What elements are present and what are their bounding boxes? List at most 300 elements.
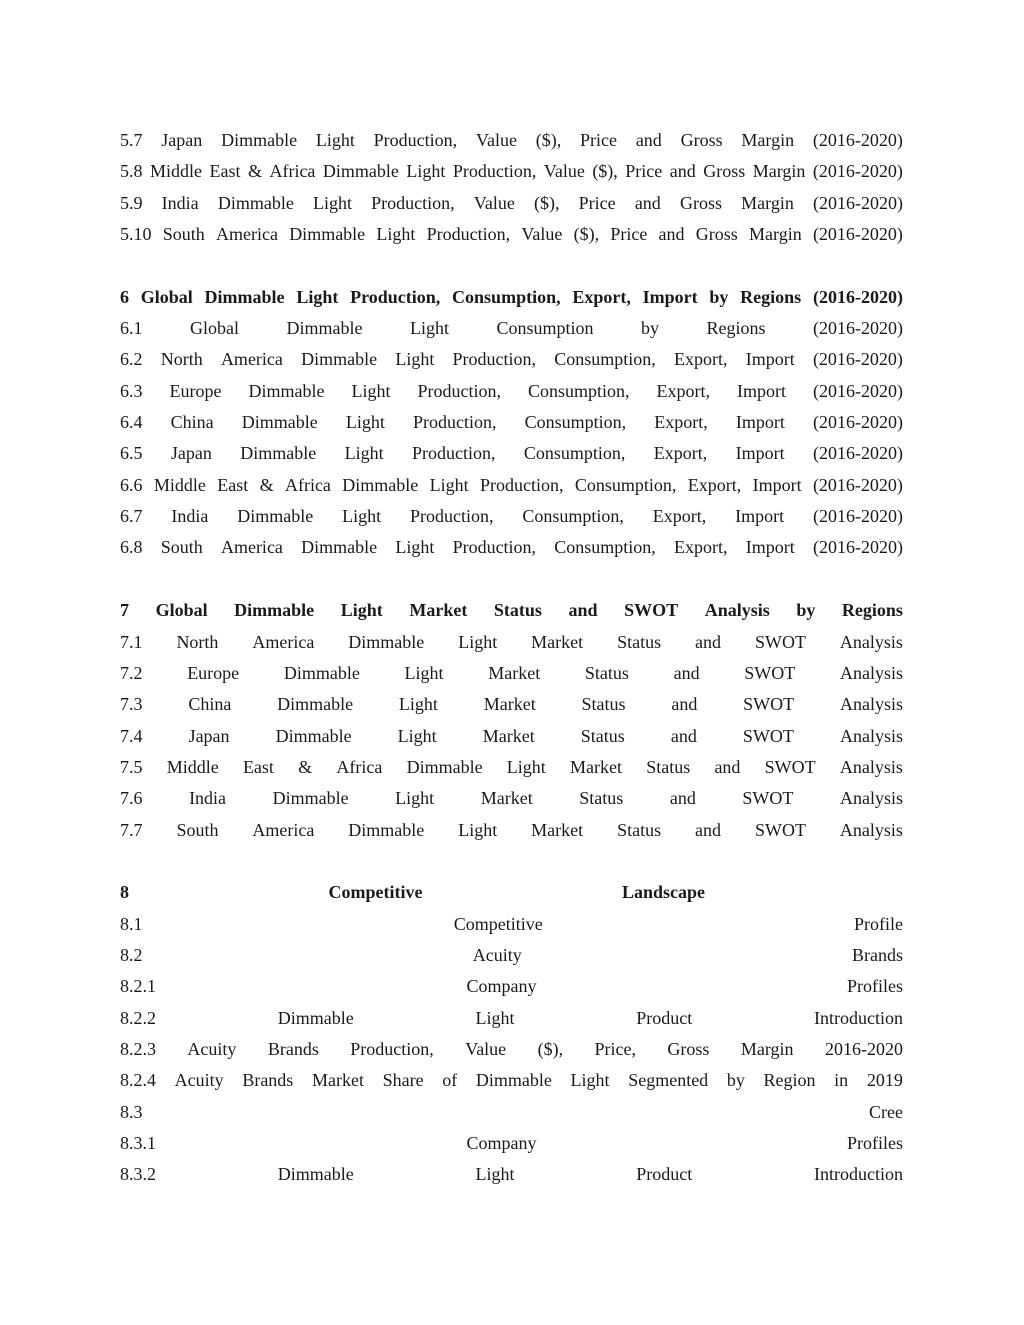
toc-word: (2016-2020) [812, 349, 903, 370]
toc-word: 5.10 [120, 224, 152, 245]
toc-word: Competitive [328, 882, 423, 903]
toc-word: Share [382, 1070, 424, 1091]
toc-word: SWOT [754, 819, 806, 840]
toc-word: Profiles [847, 976, 903, 997]
toc-word: Light [475, 1007, 515, 1028]
toc-word: 7.6 [120, 788, 143, 809]
toc-word: Competitive [453, 913, 543, 934]
toc-word: Export, [572, 286, 631, 307]
toc-word: Export, [656, 380, 710, 401]
toc-word: 8.2.2 [120, 1007, 156, 1028]
toc-word: Acuity [174, 1070, 224, 1091]
toc-word: & [259, 474, 274, 495]
toc-word: Middle [149, 161, 202, 182]
toc-word: Market [311, 1070, 364, 1091]
toc-entry [120, 721, 903, 752]
toc-entry [120, 156, 903, 187]
toc-word: Analysis [839, 819, 903, 840]
toc-word: Light [376, 224, 416, 245]
toc-word: Import [752, 474, 802, 495]
toc-word: Status [581, 694, 626, 715]
toc-word: 6 [120, 286, 129, 307]
toc-word: China [170, 412, 214, 433]
toc-word: ($), [573, 224, 600, 245]
toc-word: Global [155, 600, 208, 621]
toc-word: Light [351, 380, 391, 401]
toc-word: and [673, 662, 700, 683]
toc-word: Dimmable [289, 224, 366, 245]
toc-section-heading [120, 877, 705, 908]
toc-word: 7.4 [120, 725, 143, 746]
toc-word: Status [617, 631, 662, 652]
toc-word: Production, [452, 537, 537, 558]
toc-entry [120, 909, 903, 940]
toc-word: East [217, 474, 249, 495]
toc-word: Dimmable [348, 631, 425, 652]
toc-word: Status [646, 756, 691, 777]
toc-word: 8.2.1 [120, 976, 156, 997]
toc-entry [120, 627, 903, 658]
toc-word: Production, [452, 349, 537, 370]
toc-word: Light [345, 412, 385, 433]
toc-word: Consumption, [524, 412, 627, 433]
toc-word: Import [735, 443, 785, 464]
toc-word: Market [409, 600, 468, 621]
toc-word: and [695, 819, 722, 840]
toc-word: Light [429, 474, 469, 495]
toc-word: Import [745, 349, 795, 370]
toc-word: (2016-2020) [812, 161, 903, 182]
toc-word: Dimmable [475, 1070, 552, 1091]
toc-word: Light [342, 506, 382, 527]
toc-word: and [714, 756, 741, 777]
toc-word: SWOT [743, 694, 795, 715]
toc-word: Light [406, 161, 446, 182]
toc-word: Light [395, 537, 435, 558]
toc-word: (2016-2020) [812, 130, 903, 150]
toc-entry [120, 815, 903, 846]
toc-word: 7.2 [120, 662, 143, 683]
toc-word: Production, [417, 380, 501, 401]
toc-word: ($), [592, 161, 618, 182]
toc-entry [120, 1097, 903, 1128]
toc-word: Middle [166, 756, 219, 777]
toc-word: Dimmable [248, 380, 325, 401]
toc-word: Import [736, 380, 786, 401]
toc-word: Status [580, 725, 625, 746]
toc-word: Regions [706, 318, 766, 339]
toc-word: Analysis [839, 631, 903, 652]
toc-word: Gross [667, 1038, 710, 1059]
toc-word: Production, [373, 130, 458, 150]
toc-word: Light [344, 443, 384, 464]
toc-word: Africa [284, 474, 331, 495]
toc-word: Margin [741, 192, 794, 213]
toc-word: Status [493, 600, 542, 621]
toc-word: (2016-2020) [812, 380, 903, 401]
toc-word: Dimmable [301, 537, 378, 558]
toc-word: Price [625, 161, 663, 182]
toc-word: Dimmable [283, 662, 360, 683]
toc-word: by [796, 600, 816, 621]
toc-word: Import [735, 412, 785, 433]
toc-word: Production, [350, 286, 441, 307]
toc-word: Market [531, 631, 584, 652]
toc-entry [120, 501, 903, 532]
toc-word: Export, [652, 506, 707, 527]
toc-word: SWOT [742, 788, 794, 809]
toc-word: Consumption, [554, 349, 656, 370]
toc-word: Dimmable [277, 1007, 354, 1028]
toc-word: Margin [749, 224, 802, 245]
toc-word: Value [473, 192, 515, 213]
toc-entry [120, 407, 903, 438]
toc-word: Light [397, 725, 437, 746]
toc-word: 8.2 [120, 944, 143, 965]
toc-word: Export, [674, 349, 728, 370]
toc-word: Gross [680, 130, 723, 150]
toc-word: Africa [336, 756, 383, 777]
toc-word: Light [409, 318, 449, 339]
toc-word: Regions [740, 286, 802, 307]
toc-word: 7.5 [120, 756, 143, 777]
toc-word: and [670, 725, 697, 746]
section-spacer [120, 250, 903, 281]
toc-word: Europe [187, 662, 240, 683]
toc-word: Region [763, 1070, 816, 1091]
toc-word: and [669, 161, 696, 182]
toc-word: and [634, 192, 661, 213]
toc-word: Consumption, [554, 537, 656, 558]
toc-word: America [252, 819, 315, 840]
toc-word: Europe [169, 380, 222, 401]
toc-entry [120, 438, 903, 469]
toc-word: Margin [741, 130, 795, 150]
toc-word: America [252, 631, 315, 652]
toc-word: Price [610, 224, 648, 245]
toc-word: Market [483, 694, 536, 715]
toc-word: Dimmable [342, 474, 419, 495]
toc-word: Analysis [704, 600, 770, 621]
toc-entry [120, 344, 903, 375]
toc-word: by [709, 286, 729, 307]
toc-word: Market [531, 819, 584, 840]
toc-word: Dimmable [241, 412, 318, 433]
toc-word: Dimmable [237, 506, 314, 527]
toc-word: Import [642, 286, 698, 307]
toc-word: Import [745, 537, 795, 558]
toc-word: Analysis [839, 756, 903, 777]
toc-word: Export, [687, 474, 742, 495]
toc-word: Dimmable [286, 318, 363, 339]
toc-word: Dimmable [204, 286, 285, 307]
toc-word: (2016-2020) [812, 537, 903, 558]
toc-word: Dimmable [240, 443, 317, 464]
toc-word: 7.7 [120, 819, 143, 840]
toc-word: (2016-2020) [813, 318, 903, 339]
toc-word: Regions [841, 600, 903, 621]
toc-word: Light [312, 192, 352, 213]
toc-word: by [641, 318, 659, 339]
toc-word: Dimmable [322, 161, 399, 182]
toc-word: Dimmable [277, 1164, 354, 1185]
toc-word: Segmented [628, 1070, 709, 1091]
toc-word: 6.3 [120, 380, 143, 401]
toc-word: 6.5 [120, 443, 143, 464]
toc-word: Company [466, 976, 537, 997]
toc-word: Market [480, 788, 533, 809]
toc-word: Cree [869, 1101, 903, 1122]
toc-word: Japan [188, 725, 230, 746]
toc-word: and [671, 694, 698, 715]
toc-word: 7.1 [120, 631, 143, 652]
toc-word: Margin [740, 1038, 794, 1059]
toc-entry [120, 971, 903, 1002]
toc-word: 8 [120, 882, 129, 903]
toc-word: 8.2.4 [120, 1070, 156, 1091]
toc-word: Acuity [472, 944, 522, 965]
toc-word: Landscape [621, 882, 705, 903]
toc-word: 5.7 [120, 130, 143, 150]
toc-word: and [568, 600, 598, 621]
toc-word: Introduction [813, 1164, 903, 1185]
toc-word: Export, [653, 443, 708, 464]
toc-word: 6.7 [120, 506, 143, 527]
toc-word: SWOT [744, 662, 796, 683]
toc-word: Value [465, 1038, 507, 1059]
toc-word: Dimmable [272, 788, 349, 809]
toc-word: North [160, 349, 203, 370]
toc-entry [120, 219, 903, 250]
toc-word: Production, [411, 443, 496, 464]
toc-word: East [209, 161, 241, 182]
toc-word: Light [458, 631, 498, 652]
toc-word: East [242, 756, 274, 777]
toc-word: South [162, 224, 205, 245]
toc-word: Value [543, 161, 585, 182]
toc-word: and [669, 788, 696, 809]
toc-word: Japan [170, 443, 212, 464]
toc-entry [120, 125, 903, 156]
toc-word: India [161, 192, 199, 213]
toc-word: Light [395, 788, 435, 809]
toc-word: Consumption [496, 318, 594, 339]
toc-word: ($), [535, 130, 562, 150]
toc-word: Production, [350, 1038, 434, 1059]
toc-word: 7 [120, 600, 129, 621]
toc-word: Production, [371, 192, 455, 213]
toc-word: Global [140, 286, 193, 307]
toc-word: America [220, 349, 283, 370]
toc-word: Light [506, 756, 546, 777]
toc-section-heading [120, 595, 903, 626]
toc-word: Dimmable [221, 130, 298, 150]
toc-word: Brands [267, 1038, 319, 1059]
toc-entry [120, 1128, 903, 1159]
toc-word: Consumption, [527, 380, 630, 401]
toc-entry [120, 1159, 903, 1190]
toc-word: (2016-2020) [812, 443, 903, 464]
toc-word: Status [579, 788, 624, 809]
toc-word: Analysis [839, 725, 903, 746]
toc-word: 8.3.2 [120, 1164, 156, 1185]
toc-word: Market [570, 756, 622, 777]
toc-word: Export, [654, 412, 708, 433]
toc-word: Value [521, 224, 563, 245]
toc-section-heading [120, 282, 903, 313]
toc-word: SWOT [764, 756, 816, 777]
toc-word: (2016-2020) [812, 286, 903, 307]
toc-word: North [176, 631, 219, 652]
toc-word: Consumption, [522, 506, 624, 527]
toc-word: Production, [412, 412, 497, 433]
toc-word: Product [636, 1007, 693, 1028]
toc-entry [120, 783, 903, 814]
toc-word: Profile [854, 913, 903, 934]
toc-word: Product [636, 1164, 693, 1185]
toc-word: Consumption, [574, 474, 677, 495]
toc-word: in [834, 1070, 849, 1091]
toc-word: Middle [153, 474, 206, 495]
toc-word: Analysis [839, 694, 903, 715]
toc-entry [120, 313, 903, 344]
toc-word: Brands [852, 944, 903, 965]
toc-word: 5.9 [120, 192, 143, 213]
toc-entry [120, 752, 903, 783]
toc-word: Light [475, 1164, 515, 1185]
toc-word: 6.4 [120, 412, 143, 433]
toc-word: South [176, 819, 219, 840]
toc-word: India [189, 788, 227, 809]
toc-word: Company [466, 1133, 537, 1153]
toc-word: Light [395, 349, 435, 370]
toc-word: Gross [695, 224, 738, 245]
toc-word: Brands [242, 1070, 294, 1091]
toc-word: 5.8 [120, 161, 143, 182]
toc-word: 8.3 [120, 1101, 143, 1122]
toc-word: Dimmable [234, 600, 315, 621]
toc-word: Production, [479, 474, 564, 495]
document-page [120, 125, 903, 1191]
toc-word: Light [296, 286, 339, 307]
toc-word: 7.3 [120, 694, 143, 715]
toc-entry [120, 940, 903, 971]
toc-word: Production, [426, 224, 511, 245]
toc-word: ($), [537, 1038, 564, 1059]
toc-word: Export, [674, 537, 728, 558]
toc-entry [120, 658, 903, 689]
toc-word: 8.3.1 [120, 1133, 156, 1153]
toc-word: Margin [752, 161, 806, 182]
toc-word: (2016-2020) [812, 506, 903, 527]
toc-entry [120, 376, 903, 407]
toc-word: Consumption, [523, 443, 626, 464]
toc-word: Introduction [813, 1007, 903, 1028]
toc-word: America [215, 224, 278, 245]
toc-word: (2016-2020) [813, 192, 903, 213]
section-spacer [120, 846, 903, 877]
toc-word: South [160, 537, 203, 558]
toc-word: 8.2.3 [120, 1038, 156, 1059]
toc-word: Dimmable [406, 756, 483, 777]
toc-word: Analysis [839, 788, 903, 809]
toc-word: and [695, 631, 722, 652]
toc-word: & [247, 161, 262, 182]
toc-word: 2019 [866, 1070, 903, 1091]
toc-word: Light [458, 819, 498, 840]
toc-entry [120, 470, 903, 501]
toc-word: Market [482, 725, 535, 746]
toc-word: Production, [452, 161, 537, 182]
toc-word: (2016-2020) [813, 412, 903, 433]
toc-word: SWOT [624, 600, 679, 621]
toc-word: 6.2 [120, 349, 143, 370]
toc-word: Dimmable [217, 192, 294, 213]
toc-word: China [188, 694, 232, 715]
toc-word: Profiles [847, 1133, 903, 1153]
toc-entry [120, 532, 903, 563]
toc-word: Dimmable [301, 349, 378, 370]
toc-word: India [171, 506, 209, 527]
toc-word: Price [580, 130, 618, 150]
toc-word: SWOT [742, 725, 794, 746]
toc-word: Global [190, 318, 239, 339]
toc-word: Status [584, 662, 629, 683]
toc-entry [120, 1065, 903, 1096]
toc-word: 2016-2020 [824, 1038, 903, 1059]
toc-word: Gross [679, 192, 722, 213]
toc-entry [120, 188, 903, 219]
toc-word: America [220, 537, 283, 558]
toc-word: Light [404, 662, 444, 683]
toc-word: by [726, 1070, 745, 1091]
toc-word: Gross [703, 161, 746, 182]
toc-word: (2016-2020) [812, 224, 903, 245]
toc-word: Light [398, 694, 438, 715]
toc-word: Acuity [187, 1038, 237, 1059]
toc-word: and [635, 130, 662, 150]
toc-word: Africa [269, 161, 316, 182]
toc-word: Dimmable [348, 819, 425, 840]
toc-word: Dimmable [275, 725, 352, 746]
toc-word: & [298, 756, 313, 777]
toc-word: Japan [161, 130, 203, 150]
toc-word: of [442, 1070, 458, 1091]
toc-entry [120, 1034, 903, 1065]
toc-word: and [658, 224, 685, 245]
toc-word: ($), [533, 192, 560, 213]
toc-word: Import [735, 506, 785, 527]
toc-word: 8.1 [120, 913, 143, 934]
toc-word: Dimmable [277, 694, 354, 715]
toc-word: SWOT [754, 631, 806, 652]
toc-word: Light [340, 600, 383, 621]
toc-word: Price [578, 192, 616, 213]
toc-word: 6.6 [120, 474, 143, 495]
toc-word: Value [475, 130, 517, 150]
toc-word: Consumption, [452, 286, 561, 307]
toc-word: Analysis [839, 662, 903, 683]
toc-word: Light [315, 130, 355, 150]
toc-word: Price, [594, 1038, 636, 1059]
toc-word: Light [570, 1070, 610, 1091]
toc-word: Market [488, 662, 541, 683]
toc-entry [120, 689, 903, 720]
toc-word: 6.1 [120, 318, 143, 339]
toc-word: 6.8 [120, 537, 143, 558]
toc-word: Status [617, 819, 662, 840]
toc-word: (2016-2020) [812, 474, 903, 495]
